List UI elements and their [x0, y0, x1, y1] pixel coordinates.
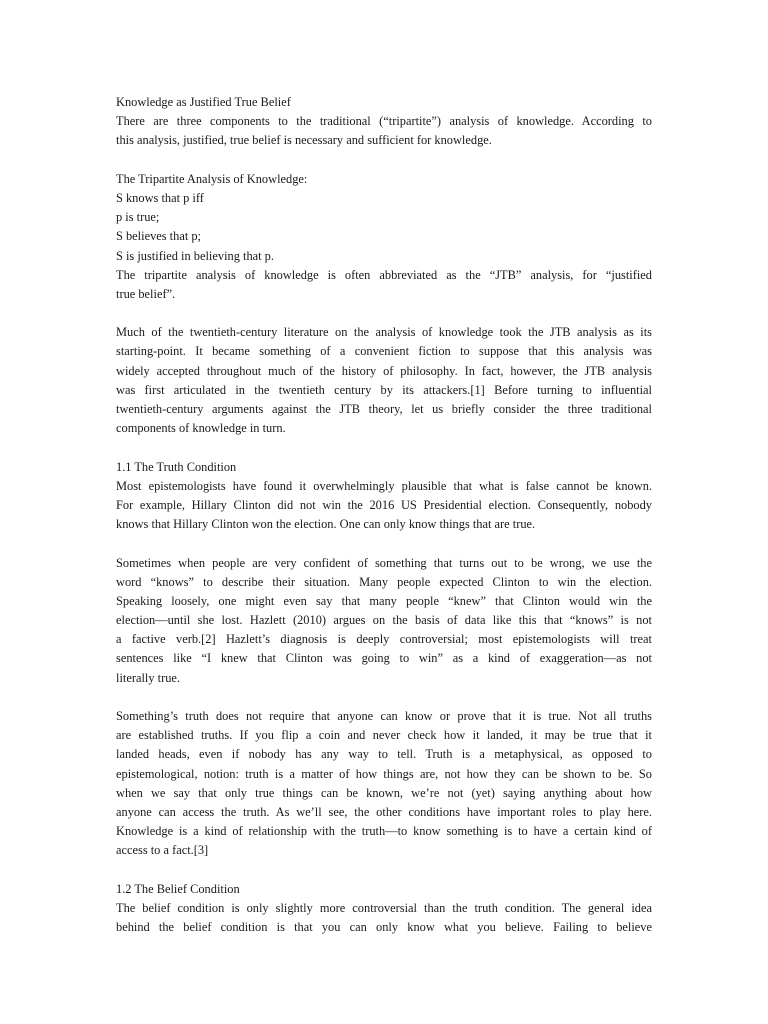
text-line: landed heads, even if nobody has any way to tell. Truth is a metaphysical, as opposed to — [116, 747, 652, 762]
text-line: true belief”. — [116, 286, 176, 301]
history-paragraph — [116, 323, 652, 438]
text-line: widely accepted throughout much of the history of philosophy. In fact, however, the JTB analysis — [116, 363, 652, 378]
truth-paragraph-2 — [116, 554, 652, 688]
text-line: knows that Hillary Clinton won the election. One can only know things that are true. — [116, 517, 536, 532]
text-line: this analysis, justified, true belief is necessary and sufficient for knowledge. — [116, 133, 492, 148]
text-line: epistemological, notion: truth is a matter of how things are, not how they can be shown to be. So — [116, 766, 652, 781]
text-line: are established truths. If you flip a coin and never check how it landed, it may be true that it — [116, 728, 652, 743]
document-page — [116, 93, 652, 937]
text-line: behind the belief condition is that you can only know what you believe. Failing to believe — [116, 920, 652, 935]
intro-paragraph — [116, 112, 652, 150]
paragraph-gap — [116, 438, 652, 457]
text-line: a factive verb.[2] Hazlett’s diagnosis is deeply controversial; most epistemologists will treat — [116, 632, 652, 647]
section-heading-truth-condition: 1.1 The Truth Condition — [116, 459, 237, 474]
text-line: For example, Hillary Clinton did not win the 2016 US Presidential election. Consequently, nobody — [116, 497, 652, 512]
text-line: anyone can access the truth. As we’ll see, the other conditions have important roles to play here. — [116, 804, 652, 819]
text-line: access to a fact.[3] — [116, 843, 209, 858]
belief-paragraph — [116, 899, 652, 937]
paragraph-gap — [116, 861, 652, 880]
text-line: word “knows” to describe their situation. Many people expected Clinton to win the election. — [116, 574, 652, 589]
text-line: Sometimes when people are very confident of something that turns out to be wrong, we use the — [116, 555, 652, 570]
tripartite-item: p is true; — [116, 210, 160, 225]
text-line: The tripartite analysis of knowledge is often abbreviated as the “JTB” analysis, for “justified — [116, 267, 652, 282]
jtb-abbreviation-paragraph — [116, 266, 652, 304]
paragraph-gap — [116, 688, 652, 707]
tripartite-heading: The Tripartite Analysis of Knowledge: — [116, 171, 308, 186]
text-line: Knowledge is a kind of relationship with the truth—to know something is to have a certain kind of — [116, 824, 652, 839]
text-line: The belief condition is only slightly more controversial than the truth condition. The general idea — [116, 900, 652, 915]
document-title: Knowledge as Justified True Belief — [116, 95, 291, 109]
truth-paragraph-3 — [116, 707, 652, 861]
text-line: components of knowledge in turn. — [116, 421, 286, 436]
text-line: election—until she lost. Hazlett (2010) argues on the basis of data like this that “knows” is not — [116, 613, 652, 628]
tripartite-item: S believes that p; — [116, 229, 201, 244]
text-line: There are three components to the traditional (“tripartite”) analysis of knowledge. According to — [116, 114, 652, 129]
text-line: Most epistemologists have found it overwhelmingly plausible that what is false cannot be known. — [116, 478, 652, 493]
tripartite-item: S knows that p iff — [116, 190, 204, 205]
section-heading-belief-condition: 1.2 The Belief Condition — [116, 881, 240, 896]
paragraph-gap — [116, 534, 652, 553]
tripartite-item: S is justified in believing that p. — [116, 248, 274, 263]
text-line: Speaking loosely, one might even say that many people “knew” that Clinton would win the — [116, 593, 652, 608]
text-line: sentences like “I knew that Clinton was going to win” as a kind of exaggeration—as not — [116, 651, 652, 666]
truth-paragraph-1 — [116, 477, 652, 535]
text-line: Something’s truth does not require that anyone can know or prove that it is true. Not all truths — [116, 709, 652, 723]
text-line: when we say that only true things can be known, we’re not (yet) saying anything about how — [116, 785, 652, 800]
text-line: starting-point. It became something of a convenient fiction to suppose that this analysis was — [116, 344, 652, 359]
text-line: twentieth-century arguments against the JTB theory, let us briefly consider the three traditional — [116, 402, 652, 416]
text-line: Much of the twentieth-century literature on the analysis of knowledge took the JTB analysis as its — [116, 325, 652, 340]
paragraph-gap — [116, 151, 652, 170]
text-line: was first articulated in the twentieth century by its attackers.[1] Before turning to influential — [116, 382, 652, 397]
text-line: literally true. — [116, 670, 180, 685]
paragraph-gap — [116, 304, 652, 323]
tripartite-analysis-block — [116, 170, 652, 266]
